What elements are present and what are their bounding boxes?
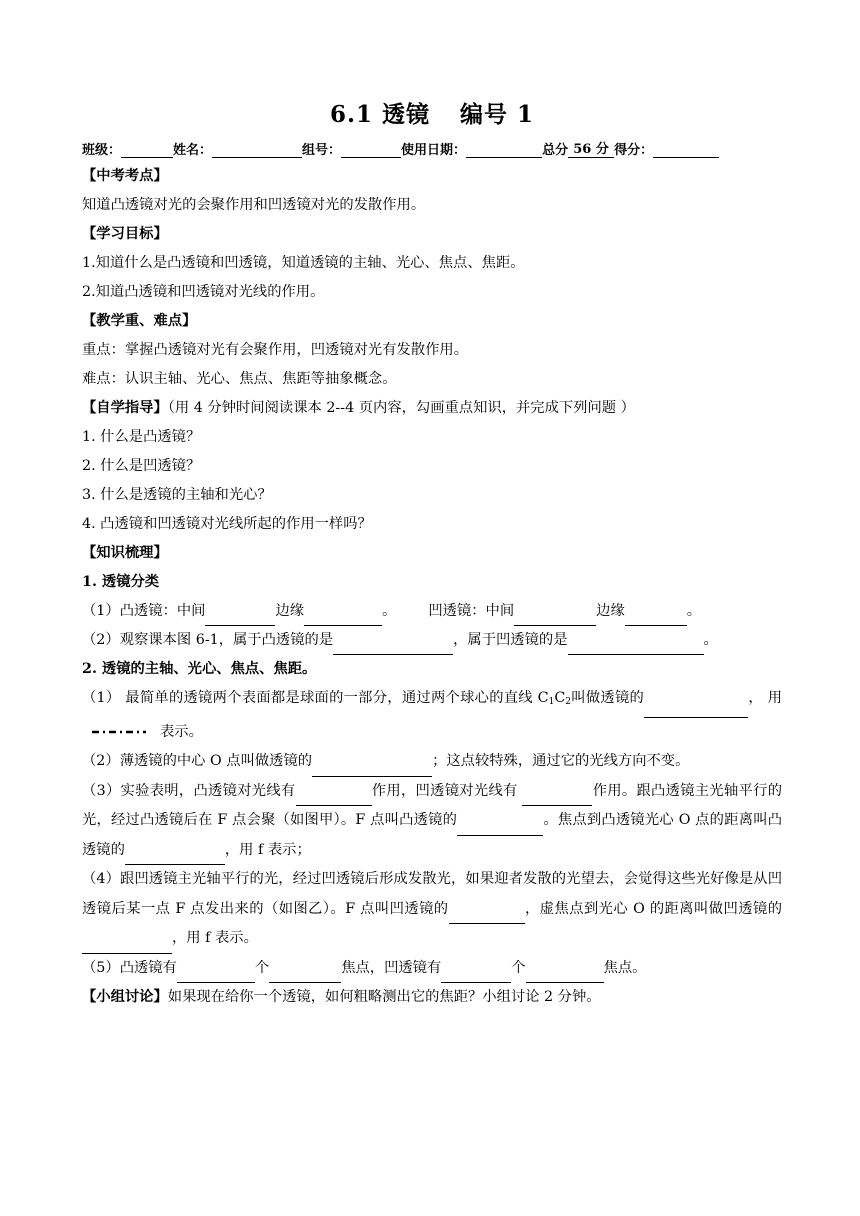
key-focus: 重点：掌握凸透镜对光有会聚作用，凹透镜对光有发散作用。: [82, 342, 469, 358]
concave-text: （4）跟凹透镜主光轴平行的光，经过凹透镜后形成发散光，如果迎者发散的光望去，会觉得这些光好像是从凹透镜后某一点 F 点发出来的（如图乙）。F 点叫凹透镜的: [82, 871, 782, 917]
convex-focus-paragraph: [82, 777, 782, 866]
score-blank[interactable]: [653, 143, 719, 158]
subscript: 1: [548, 697, 555, 707]
subscript: 2: [565, 697, 572, 707]
question-item: 1. 什么是凸透镜？: [82, 429, 201, 445]
section1-title: 1. 透镜分类: [82, 574, 160, 590]
optical-center-text: ；这点较特殊，通过它的光线方向不变。: [432, 753, 690, 769]
optical-center-paragraph: [82, 747, 782, 777]
goals-heading: 【学习目标】: [82, 226, 168, 242]
score-label: 得分：: [614, 143, 654, 158]
convex-text: 。焦点到凸透镜光心 O 点的距离叫凸透镜的: [82, 812, 783, 858]
group-label: 组号：: [302, 143, 342, 158]
name-blank[interactable]: [212, 143, 302, 158]
convex-figure-blank[interactable]: [333, 640, 453, 655]
class-blank[interactable]: [121, 143, 173, 158]
focus-count-text: 焦点。: [603, 959, 647, 976]
title-number: 编号 1: [460, 101, 535, 128]
focus-count-text: （5）凸透镜有: [82, 959, 177, 976]
figure-line: [82, 626, 782, 655]
goal-item: 1.知道什么是凸透镜和凹透镜，知道透镜的主轴、光心、焦点、焦距。: [82, 255, 525, 271]
self-study-heading-line: [82, 394, 782, 423]
concave-middle-blank[interactable]: [514, 611, 596, 626]
group-blank[interactable]: [341, 143, 401, 158]
key-difficulty: 难点：认识主轴、光心、焦点、焦距等抽象概念。: [82, 371, 397, 387]
worksheet: [82, 96, 782, 1012]
convex-edge-label: 边缘: [275, 603, 305, 619]
exam-heading: 【中考考点】: [82, 168, 168, 184]
question-item: 4. 凸透镜和凹透镜对光线所起的作用一样吗？: [82, 516, 372, 532]
concave-count-blank[interactable]: [441, 968, 511, 983]
optical-center-text: （2）薄透镜的中心 O 点叫做透镜的: [82, 753, 313, 769]
class-label: 班级：: [82, 143, 122, 158]
knowledge-heading: 【知识梳理】: [82, 545, 168, 561]
exam-text: 知道凸透镜对光的会聚作用和凹透镜对光的发散作用。: [82, 197, 426, 213]
date-label: 使用日期：: [401, 143, 467, 158]
concave-focus-blank[interactable]: [449, 909, 525, 924]
concave-middle-label: 凹透镜：中间: [428, 603, 515, 619]
convex-edge-blank[interactable]: [304, 611, 382, 626]
convex-kind-blank[interactable]: [269, 968, 341, 983]
axis-text: （1） 最简单的透镜两个表面都是球面的一部分，通过两个球心的直线 C: [82, 690, 549, 706]
total-label: 总分: [542, 143, 569, 158]
concave-text: ，用 f 表示。: [172, 930, 258, 946]
focus-count-line: [82, 954, 782, 983]
page-title: [82, 96, 782, 129]
concave-figure-label: ，属于凹透镜的是: [453, 632, 568, 648]
name-label: 姓名：: [173, 143, 213, 158]
period: 。: [703, 632, 718, 648]
section2-title: 2. 透镜的主轴、光心、焦点、焦距。: [82, 661, 317, 677]
info-line: [82, 139, 782, 158]
discussion-heading: 【小组讨论】: [82, 988, 168, 1005]
convex-text: 作用，凹透镜对光线有: [371, 782, 523, 799]
discussion-line: [82, 983, 782, 1012]
concave-focal-length-blank[interactable]: [82, 939, 172, 954]
key-heading: 【教学重、难点】: [82, 313, 197, 329]
title-main: 6.1 透镜: [329, 101, 430, 128]
concave-kind-blank[interactable]: [526, 968, 604, 983]
total-value: 56 分: [568, 142, 614, 158]
convex-text: 作用。跟凸透镜主光轴平行的光，经过凸透镜后在 F 点会聚（如图甲）。F 点叫凸透镜的: [82, 782, 782, 828]
goal-item: 2.知道凸透镜和凹透镜对光线的作用。: [82, 284, 325, 300]
axis-text: ， 用: [748, 690, 782, 706]
concave-focus-paragraph: [82, 865, 782, 954]
convex-figure-label: （2）观察课本图 6-1，属于凸透镜的是: [82, 632, 334, 648]
concave-text: ，虚焦点到光心 O 的距离叫做凹透镜的: [524, 900, 782, 917]
convex-focal-length-blank[interactable]: [125, 850, 225, 865]
convex-count-blank[interactable]: [177, 968, 255, 983]
question-item: 3. 什么是透镜的主轴和光心？: [82, 487, 272, 503]
date-blank[interactable]: [466, 143, 542, 158]
axis-text: 表示。: [160, 723, 203, 740]
main-axis-blank[interactable]: [644, 703, 748, 718]
self-study-note: （用 4 分钟时间阅读课本 2--4 页内容，勾画重点知识，并完成下列问题 ）: [167, 400, 635, 416]
axis-paragraph: [82, 684, 782, 747]
discussion-text: 如果现在给你一个透镜，如何粗略测出它的焦距？小组讨论 2 分钟。: [167, 988, 601, 1005]
period: 。: [382, 603, 397, 619]
convex-focus-blank[interactable]: [457, 821, 543, 836]
concave-figure-blank[interactable]: [568, 640, 704, 655]
convex-middle-blank[interactable]: [205, 611, 275, 626]
focus-count-text: 个: [511, 959, 526, 976]
axis-text: C: [554, 690, 566, 706]
question-item: 2. 什么是凹透镜？: [82, 458, 201, 474]
concave-edge-blank[interactable]: [625, 611, 687, 626]
dash-dot-line-icon: [90, 727, 146, 737]
convex-text: ，用 f 表示；: [224, 841, 311, 858]
period: 。: [686, 603, 702, 619]
convex-middle-label: （1）凸透镜：中间: [82, 603, 206, 619]
self-study-heading: 【自学指导】: [82, 400, 168, 416]
axis-text: 叫做透镜的: [571, 690, 645, 706]
lens-type-line: [82, 597, 782, 626]
concave-edge-label: 边缘: [596, 603, 625, 619]
convex-text: （3）实验表明，凸透镜对光线有: [82, 782, 296, 799]
convex-effect-blank[interactable]: [296, 791, 372, 806]
focus-count-text: 焦点，凹透镜有: [341, 959, 442, 976]
focus-count-text: 个: [254, 959, 270, 976]
concave-effect-blank[interactable]: [522, 791, 592, 806]
optical-center-blank[interactable]: [312, 762, 432, 777]
